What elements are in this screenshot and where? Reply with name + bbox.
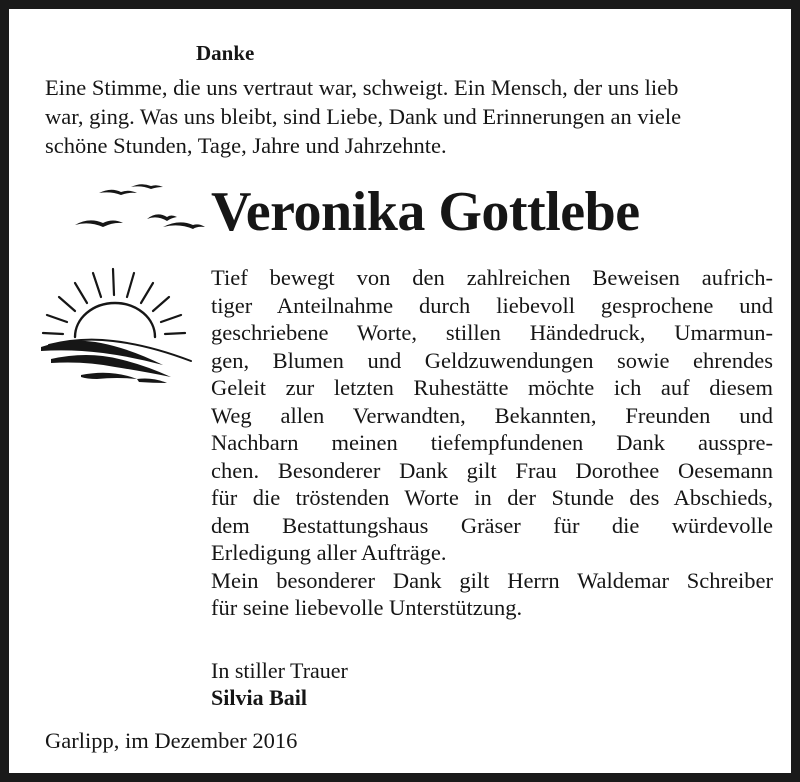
memorial-verse [45, 73, 775, 160]
message-line: für seine liebevolle Unterstützung. [211, 595, 523, 620]
notice-heading: Danke [196, 41, 255, 65]
message-line: dem Bestattungshaus Gräser für die würdevolle [211, 512, 773, 538]
message-line: tiger Anteilnahme durch liebevoll gesprochene und [211, 292, 773, 318]
verse-line: Eine Stimme, die uns vertraut war, schweigt. Ein Mensch, der uns lieb [45, 75, 679, 100]
message-line: Mein besonderer Dank gilt Herrn Waldemar Schreiber [211, 567, 773, 593]
message-line: Weg allen Verwandten, Bekannten, Freunden und [211, 402, 773, 428]
closing-phrase: In stiller Trauer [211, 658, 348, 683]
deceased-name: Veronika Gottlebe [211, 181, 640, 243]
closing-block [211, 657, 348, 711]
flying-birds-icon [75, 181, 205, 237]
message-line: chen. Besonderer Dank gilt Frau Dorothee Oesemann [211, 457, 773, 483]
message-line: für die tröstenden Worte in der Stunde des Abschieds, [211, 485, 773, 510]
verse-line: schöne Stunden, Tage, Jahre und Jahrzehnte. [45, 133, 447, 158]
message-line: gen, Blumen und Geldzuwendungen sowie ehrendes [211, 347, 773, 373]
message-line: Nachbarn meinen tiefempfundenen Dank ausspre- [211, 430, 773, 455]
message-line: geschriebene Worte, stillen Händedruck, Umarmun- [211, 320, 773, 345]
signer-name: Silvia Bail [211, 685, 307, 710]
message-line: Tief bewegt von den zahlreichen Beweisen aufrich- [211, 265, 773, 290]
thank-you-message [211, 264, 773, 622]
sunset-hills-icon [41, 267, 197, 389]
message-line: Erledigung aller Aufträge. [211, 540, 447, 565]
message-line: Geleit zur letzten Ruhestätte möchte ich auf diesem [211, 375, 773, 400]
verse-line: war, ging. Was uns bleibt, sind Liebe, Dank und Erinnerungen an viele [45, 104, 682, 129]
place-and-date: Garlipp, im Dezember 2016 [45, 728, 298, 753]
